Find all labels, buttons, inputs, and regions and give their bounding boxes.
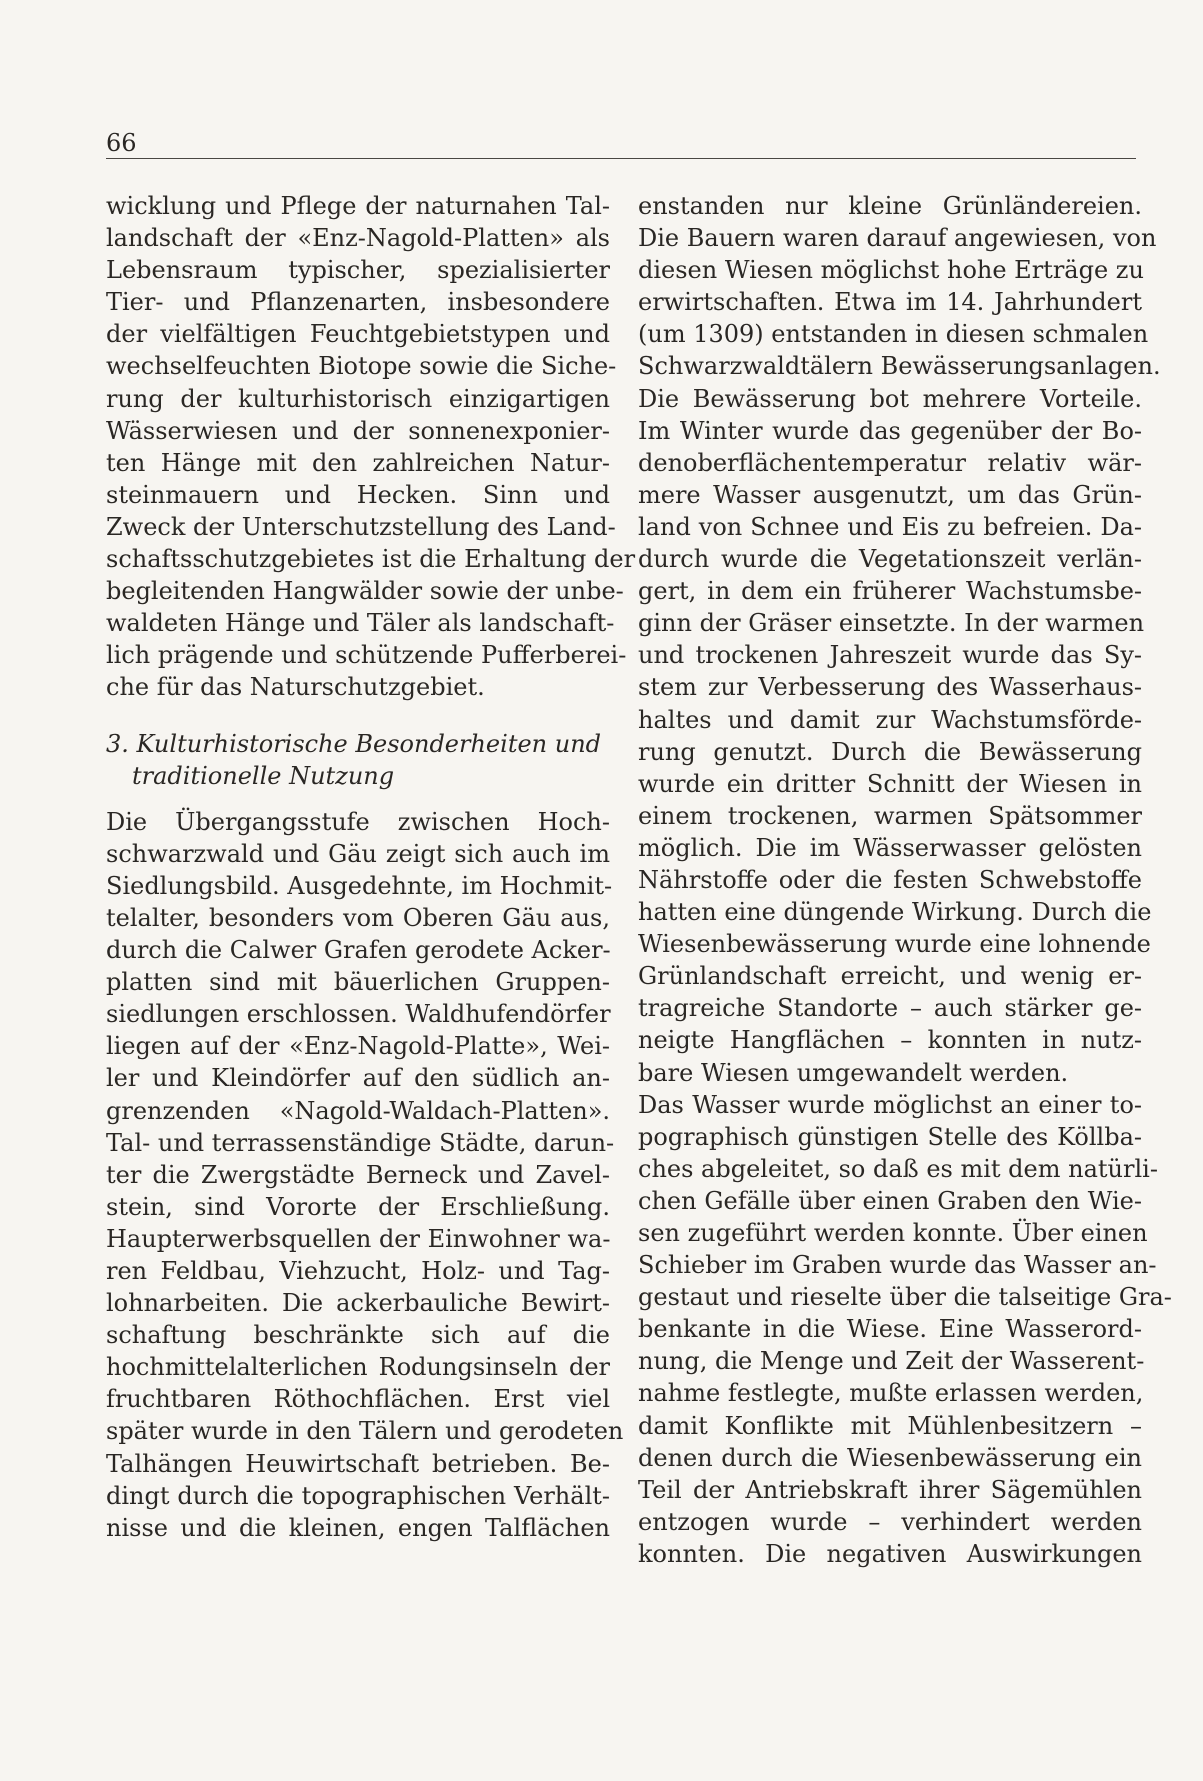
- left-paragraph-2: [106, 806, 624, 1544]
- text-line: che für das Naturschutzgebiet.: [106, 673, 485, 702]
- text-line: nisse und die kleinen, engen Talflächen: [106, 1513, 610, 1542]
- text-line: waldeten Hänge und Täler als landschaft-: [106, 609, 615, 638]
- text-line: Zweck der Unterschutzstellung des Land-: [106, 512, 616, 541]
- text-line: Talhängen Heuwirtschaft betrieben. Be-: [106, 1449, 610, 1478]
- text-line: später wurde in den Tälern und gerodeten: [106, 1417, 624, 1446]
- text-line: Die Übergangsstufe zwischen Hoch-: [106, 807, 610, 836]
- text-line: land von Schnee und Eis zu befreien. Da-: [638, 512, 1142, 541]
- text-line: Tier- und Pflanzenarten, insbesondere: [106, 288, 610, 317]
- text-line: Schwarzwaldtälern Bewässerungsanlagen.: [638, 352, 1161, 381]
- text-line: landschaft der «Enz-Nagold-Platten» als: [106, 224, 610, 253]
- text-line: Nährstoffe oder die festen Schwebstoffe: [638, 865, 1142, 894]
- text-line: nahme festlegte, mußte erlassen werden,: [638, 1379, 1144, 1408]
- text-line: und trockenen Jahreszeit wurde das Sy-: [638, 641, 1142, 670]
- text-line: pographisch günstigen Stelle des Köllba-: [638, 1122, 1142, 1151]
- text-line: haltes und damit zur Wachstumsförde-: [638, 705, 1142, 734]
- text-line: neigte Hangflächen – konnten in nutz-: [638, 1026, 1142, 1055]
- text-line: Schieber im Graben wurde das Wasser an-: [638, 1251, 1157, 1280]
- header-rule: [106, 158, 1136, 159]
- text-line: mere Wasser ausgenutzt, um das Grün-: [638, 480, 1142, 509]
- text-line: dingt durch die topographischen Verhält-: [106, 1481, 610, 1510]
- text-line: der vielfältigen Feuchtgebietstypen und: [106, 320, 610, 349]
- text-line: denen durch die Wiesenbewässerung ein: [638, 1443, 1142, 1472]
- text-line: enstanden nur kleine Grünländereien.: [638, 192, 1142, 220]
- right-paragraph-2: [638, 1089, 1172, 1570]
- text-line: ren Feldbau, Viehzucht, Holz- und Tag-: [106, 1257, 610, 1285]
- text-line: rung genutzt. Durch die Bewässerung: [638, 737, 1142, 766]
- text-line: gestaut und rieselte über die talseitige Gra-: [638, 1283, 1172, 1312]
- text-line: Die Bauern waren darauf angewiesen, von: [638, 224, 1157, 253]
- text-line: stein, sind Vororte der Erschließung.: [106, 1192, 610, 1221]
- text-line: entzogen wurde – verhindert werden: [638, 1507, 1142, 1536]
- text-line: schaftsschutzgebietes ist die Erhaltung der: [106, 545, 636, 574]
- text-line: Wässerwiesen und der sonnenexponier-: [106, 416, 610, 445]
- text-line: chen Gefälle über einen Graben den Wie-: [638, 1186, 1142, 1215]
- text-line: ginn der Gräser einsetzte. In der warmen: [638, 609, 1145, 638]
- text-line: ter die Zwergstädte Berneck und Zavel-: [106, 1160, 610, 1189]
- text-line: möglich. Die im Wässerwasser gelösten: [638, 833, 1142, 862]
- text-line: Im Winter wurde das gegenüber der Bo-: [638, 416, 1142, 445]
- page-number: 66: [106, 129, 137, 157]
- text-line: Haupterwerbsquellen der Einwohner wa-: [106, 1224, 611, 1253]
- text-line: lich prägende und schützende Pufferberei-: [106, 641, 627, 670]
- text-line: wicklung und Pflege der naturnahen Tal-: [106, 192, 610, 220]
- text-line: liegen auf der «Enz-Nagold-Platte», Wei-: [106, 1032, 610, 1061]
- text-line: wechselfeuchten Biotope sowie die Siche-: [106, 352, 617, 381]
- section-heading: [106, 728, 610, 792]
- text-line: Tal- und terrassenständige Städte, darun-: [106, 1128, 615, 1157]
- text-line: telalter, besonders vom Oberen Gäu aus,: [106, 903, 610, 932]
- text-line: ten Hänge mit den zahlreichen Natur-: [106, 448, 610, 477]
- text-line: Grünlandschaft erreicht, und wenig er-: [638, 962, 1142, 991]
- heading-line: traditionelle Nutzung: [132, 761, 395, 790]
- text-line: steinmauern und Hecken. Sinn und: [106, 480, 610, 509]
- text-line: durch die Calwer Grafen gerodete Acker-: [106, 936, 611, 965]
- text-line: rung der kulturhistorisch einzigartigen: [106, 384, 610, 413]
- text-line: platten sind mit bäuerlichen Gruppen-: [106, 968, 610, 997]
- text-line: stem zur Verbesserung des Wasserhaus-: [638, 673, 1142, 702]
- text-line: wurde ein dritter Schnitt der Wiesen in: [638, 769, 1142, 798]
- text-line: erwirtschaften. Etwa im 14. Jahrhundert: [638, 288, 1142, 317]
- text-line: schwarzwald und Gäu zeigt sich auch im: [106, 839, 610, 868]
- right-paragraph-1: [638, 190, 1161, 1089]
- text-line: einem trockenen, warmen Spätsommer: [638, 801, 1142, 830]
- text-line: (um 1309) entstanden in diesen schmalen: [638, 320, 1149, 349]
- heading-line: 3. Kulturhistorische Besonderheiten und: [106, 729, 602, 758]
- text-line: siedlungen erschlossen. Waldhufendörfer: [106, 1000, 611, 1029]
- text-line: begleitenden Hangwälder sowie der unbe-: [106, 577, 624, 606]
- text-line: gert, in dem ein früherer Wachstumsbe-: [638, 577, 1142, 606]
- text-line: konnten. Die negativen Auswirkungen: [638, 1539, 1142, 1568]
- right-column: [638, 190, 1172, 1570]
- text-line: sen zugeführt werden konnte. Über einen: [638, 1219, 1148, 1247]
- text-line: hochmittelalterlichen Rodungsinseln der: [106, 1353, 610, 1382]
- text-line: schaftung beschränkte sich auf die: [106, 1321, 610, 1350]
- text-line: durch wurde die Vegetationszeit verlän-: [638, 545, 1142, 574]
- text-line: Die Bewässerung bot mehrere Vorteile.: [638, 384, 1142, 413]
- text-line: ches abgeleitet, so daß es mit dem natürli-: [638, 1154, 1158, 1183]
- text-line: Siedlungsbild. Ausgedehnte, im Hochmit-: [106, 871, 613, 900]
- left-paragraph-1: [106, 190, 636, 704]
- text-line: damit Konflikte mit Mühlenbesitzern –: [638, 1411, 1142, 1440]
- text-line: tragreiche Standorte – auch stärker ge-: [638, 994, 1142, 1023]
- text-line: grenzenden «Nagold-Waldach-Platten».: [106, 1096, 610, 1125]
- text-line: hatten eine düngende Wirkung. Durch die: [638, 898, 1152, 927]
- left-column: [106, 190, 636, 1544]
- text-line: fruchtbaren Röthochflächen. Erst viel: [106, 1385, 610, 1414]
- text-line: Das Wasser wurde möglichst an einer to-: [638, 1090, 1142, 1119]
- text-line: bare Wiesen umgewandelt werden.: [638, 1058, 1069, 1087]
- text-line: denoberflächentemperatur relativ wär-: [638, 448, 1142, 477]
- text-line: Wiesenbewässerung wurde eine lohnende: [638, 930, 1151, 959]
- text-line: diesen Wiesen möglichst hohe Erträge zu: [638, 256, 1144, 285]
- text-line: nung, die Menge und Zeit der Wasserent-: [638, 1347, 1145, 1376]
- text-line: Lebensraum typischer, spezialisierter: [106, 256, 610, 285]
- text-line: benkante in die Wiese. Eine Wasserord-: [638, 1315, 1142, 1344]
- text-line: Teil der Antriebskraft ihrer Sägemühlen: [638, 1475, 1142, 1504]
- text-line: ler und Kleindörfer auf den südlich an-: [106, 1064, 610, 1093]
- text-line: lohnarbeiten. Die ackerbauliche Bewirt-: [106, 1289, 610, 1318]
